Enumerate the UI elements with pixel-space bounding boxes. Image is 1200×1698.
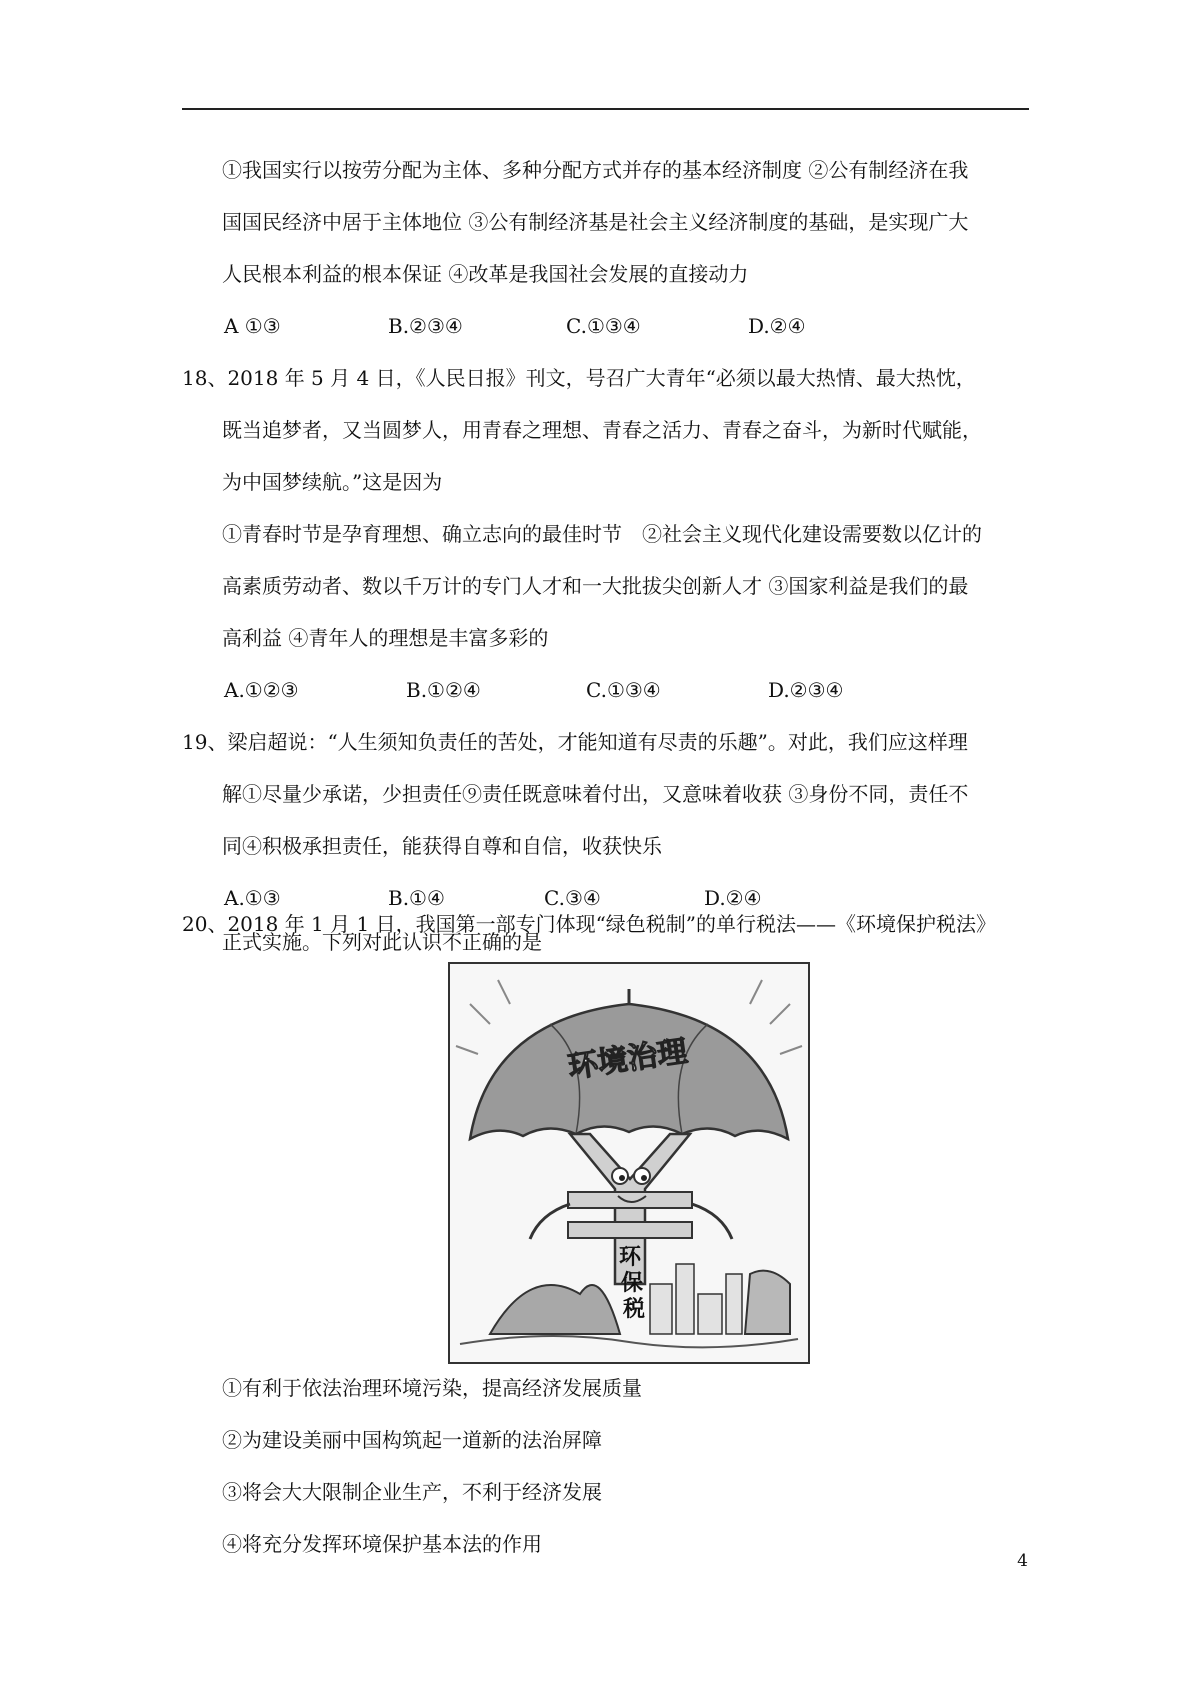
q19-line-3: 同④积极承担责任，能获得自尊和自信，收获快乐 xyxy=(222,834,662,858)
q17-option-b: B.②③④ xyxy=(388,314,463,338)
q20-statement-2: ②为建设美丽中国构筑起一道新的法治屏障 xyxy=(222,1428,602,1452)
q19-line-1: 19、梁启超说：“人生须知负责任的苦处，才能知道有尽责的乐趣”。对此，我们应这样理 xyxy=(182,730,968,754)
cartoon-illustration xyxy=(450,964,808,1362)
q18-option-d: D.②③④ xyxy=(768,678,844,702)
q19-option-c: C.③④ xyxy=(544,886,601,910)
q17-line-3: 人民根本利益的根本保证 ④改革是我国社会发展的直接动力 xyxy=(222,262,749,286)
q19-line-2: 解①尽量少承诺，少担责任⑨责任既意味着付出，又意味着收获 ③身份不同，责任不 xyxy=(222,782,969,806)
environmental-tax-cartoon xyxy=(448,962,810,1364)
q19-option-b: B.①④ xyxy=(388,886,445,910)
q17-line-1: ①我国实行以按劳分配为主体、多种分配方式并存的基本经济制度 ②公有制经济在我 xyxy=(222,158,969,182)
q18-line-1: 18、2018 年 5 月 4 日，《人民日报》刊文，号召广大青年“必须以最大热情、最大热忱， xyxy=(182,366,976,390)
trunk-char-3: 税 xyxy=(622,1297,646,1322)
q20-line-1: 20、2018 年 1 月 1 日，我国第一部专门体现“绿色税制”的单行税法——《环境保护税法》 xyxy=(182,912,997,936)
hill-left xyxy=(490,1285,620,1334)
city-buildings xyxy=(650,1264,742,1334)
trunk-char-1: 环 xyxy=(618,1245,642,1270)
q20-statement-1: ①有利于依法治理环境污染，提高经济发展质量 xyxy=(222,1376,642,1400)
q18-option-c: C.①③④ xyxy=(586,678,661,702)
q20-statement-3: ③将会大大限制企业生产，不利于经济发展 xyxy=(222,1480,602,1504)
page-number: 4 xyxy=(1017,1551,1028,1571)
q18-line-3: 为中国梦续航。”这是因为 xyxy=(222,470,443,494)
q18-line-4: ①青春时节是孕育理想、确立志向的最佳时节 ②社会主义现代化建设需要数以亿计的 xyxy=(222,522,982,546)
q17-option-c: C.①③④ xyxy=(566,314,641,338)
q17-option-a: A ①③ xyxy=(224,314,281,338)
q19-option-d: D.②④ xyxy=(704,886,762,910)
q17-option-d: D.②④ xyxy=(748,314,806,338)
q19-option-a: A.①③ xyxy=(224,886,281,910)
q18-line-2: 既当追梦者，又当圆梦人，用青春之理想、青春之活力、青春之奋斗，为新时代赋能， xyxy=(222,418,982,442)
water-line xyxy=(460,1336,798,1347)
q18-option-b: B.①②④ xyxy=(406,678,481,702)
q17-line-2: 国国民经济中居于主体地位 ③公有制经济基是社会主义经济制度的基础，是实现广大 xyxy=(222,210,969,234)
q18-line-6: 高利益 ④青年人的理想是丰富多彩的 xyxy=(222,626,549,650)
header-rule xyxy=(182,108,1029,110)
q18-line-5: 高素质劳动者、数以千万计的专门人才和一大批拔尖创新人才 ③国家利益是我们的最 xyxy=(222,574,969,598)
q20-line-2: 正式实施。下列对此认识不正确的是 xyxy=(222,930,542,954)
q18-option-a: A.①②③ xyxy=(224,678,299,702)
umbrella-label: 环境治理 xyxy=(565,1033,690,1086)
trunk-char-2: 保 xyxy=(620,1271,644,1296)
q20-statement-4: ④将充分发挥环境保护基本法的作用 xyxy=(222,1532,542,1556)
